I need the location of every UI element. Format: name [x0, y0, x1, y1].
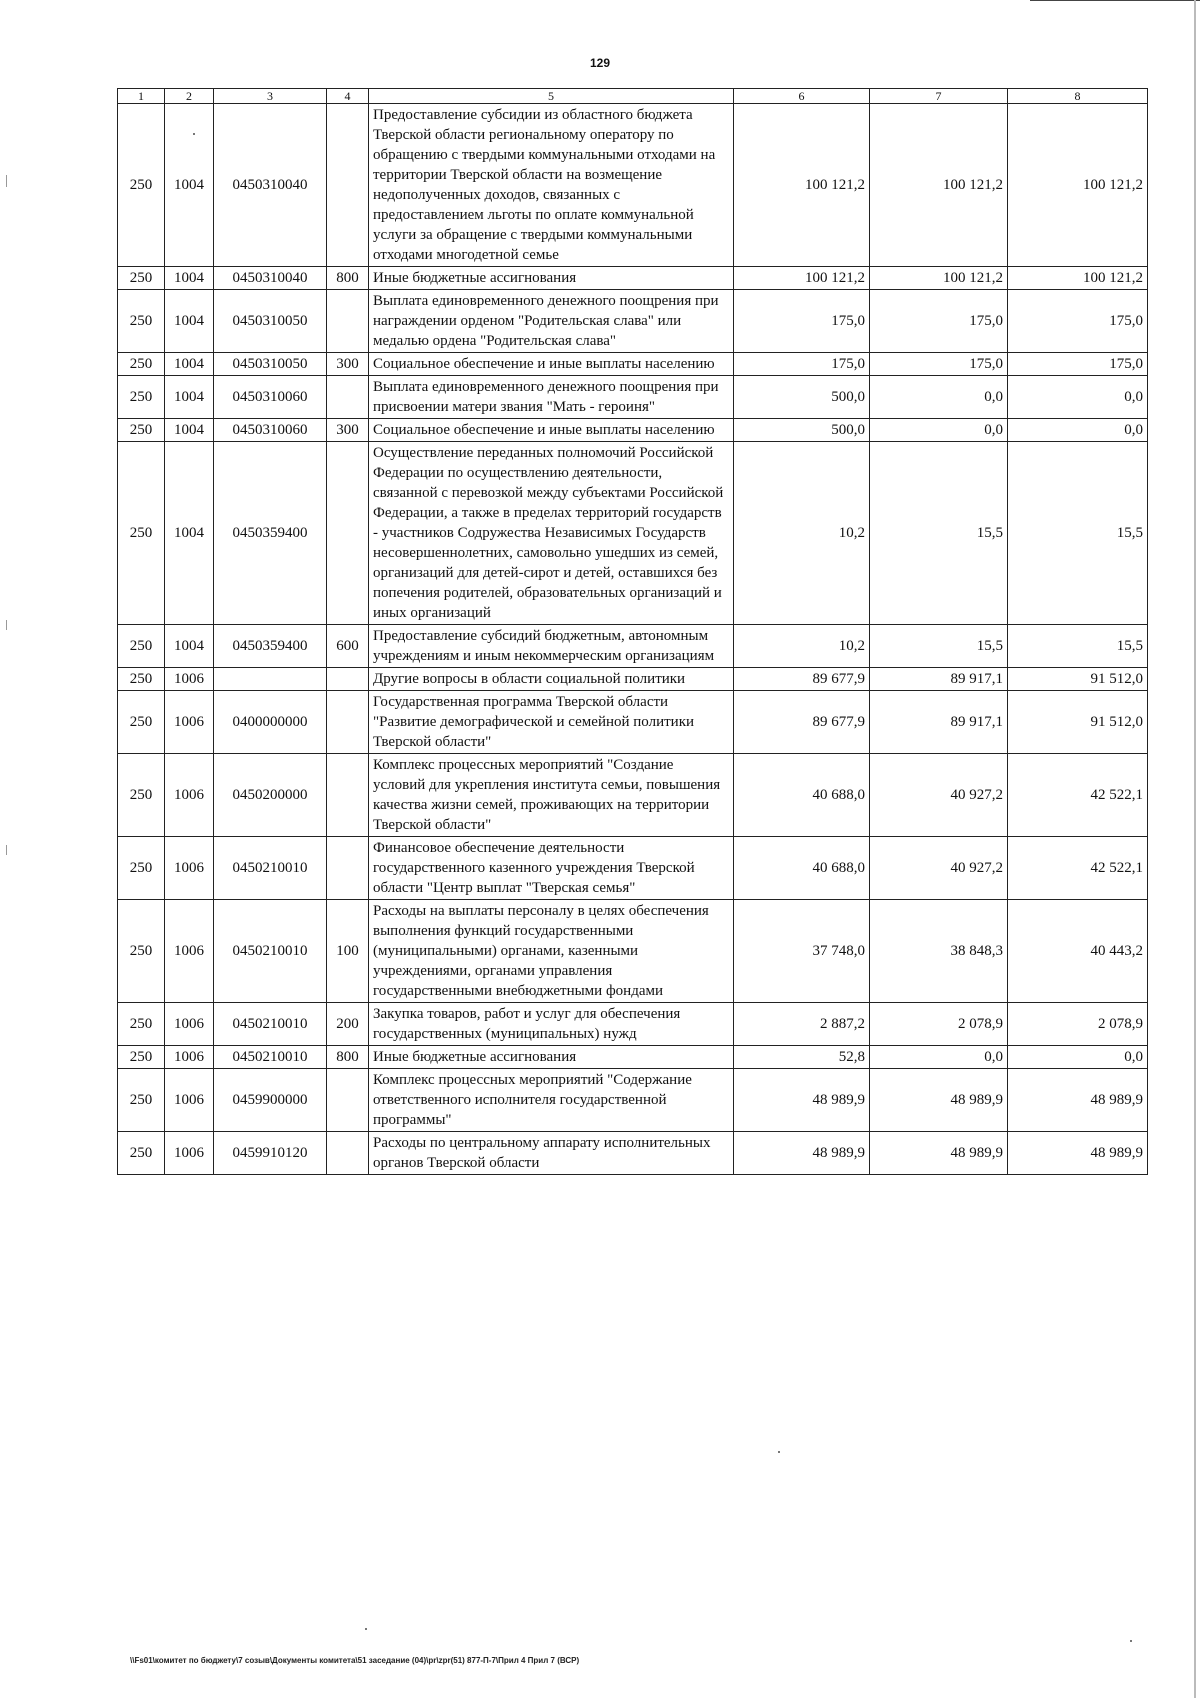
cell-description: Закупка товаров, работ и услуг для обеспечения государственных (муниципальных) нужд — [369, 1003, 734, 1046]
cell-amount-year3: 100 121,2 — [1008, 104, 1148, 267]
cell-amount-year1: 175,0 — [734, 290, 870, 353]
cell-amount-year2: 15,5 — [870, 442, 1008, 625]
cell-amount-year3: 91 512,0 — [1008, 691, 1148, 754]
cell-description: Другие вопросы в области социальной политики — [369, 668, 734, 691]
cell-description: Расходы по центральному аппарату исполнительных органов Тверской области — [369, 1132, 734, 1175]
cell-description: Иные бюджетные ассигнования — [369, 267, 734, 290]
scan-speck — [778, 1451, 780, 1453]
column-header-1: 1 — [118, 89, 165, 104]
cell-expense-type — [327, 290, 369, 353]
table-row — [118, 668, 1148, 691]
footer-file-path: \\Fs01\комитет по бюджету\7 созыв\Документы комитета\51 заседание (04)\pr\zpr(51) 877-П-7\Прил 4 Прил 7 (ВСР) — [130, 1656, 580, 1665]
scan-speck — [365, 1628, 367, 1630]
column-header-7: 7 — [870, 89, 1008, 104]
table-row — [118, 625, 1148, 668]
cell-amount-year1: 40 688,0 — [734, 754, 870, 837]
cell-description: Иные бюджетные ассигнования — [369, 1046, 734, 1069]
cell-expense-type — [327, 1069, 369, 1132]
table-row — [118, 691, 1148, 754]
table-row — [118, 419, 1148, 442]
cell-amount-year2: 38 848,3 — [870, 900, 1008, 1003]
cell-target-code: 0450210010 — [214, 837, 327, 900]
cell-section-code: 1006 — [165, 1003, 214, 1046]
cell-amount-year3: 15,5 — [1008, 442, 1148, 625]
cell-expense-type — [327, 1132, 369, 1175]
cell-description: Предоставление субсидий бюджетным, автономным учреждениям и иным некоммерческим организациям — [369, 625, 734, 668]
cell-expense-type — [327, 754, 369, 837]
cell-amount-year2: 0,0 — [870, 419, 1008, 442]
cell-amount-year3: 0,0 — [1008, 376, 1148, 419]
cell-amount-year2: 89 917,1 — [870, 691, 1008, 754]
cell-amount-year2: 40 927,2 — [870, 837, 1008, 900]
cell-amount-year3: 48 989,9 — [1008, 1069, 1148, 1132]
cell-amount-year3: 0,0 — [1008, 1046, 1148, 1069]
cell-amount-year2: 15,5 — [870, 625, 1008, 668]
cell-amount-year1: 500,0 — [734, 419, 870, 442]
table-row — [118, 290, 1148, 353]
cell-target-code: 0459900000 — [214, 1069, 327, 1132]
cell-expense-type: 300 — [327, 353, 369, 376]
cell-amount-year3: 42 522,1 — [1008, 754, 1148, 837]
cell-target-code: 0450310050 — [214, 290, 327, 353]
cell-section-code: 1006 — [165, 1046, 214, 1069]
cell-section-code: 1006 — [165, 691, 214, 754]
cell-admin-code: 250 — [118, 668, 165, 691]
cell-section-code: 1004 — [165, 625, 214, 668]
cell-amount-year1: 48 989,9 — [734, 1132, 870, 1175]
table-row — [118, 1132, 1148, 1175]
cell-amount-year1: 40 688,0 — [734, 837, 870, 900]
cell-amount-year3: 0,0 — [1008, 419, 1148, 442]
cell-description: Комплекс процессных мероприятий "Создание условий для укрепления института семьи, повышения качества жизни семей, проживающих на территории Тверской области" — [369, 754, 734, 837]
cell-amount-year1: 175,0 — [734, 353, 870, 376]
cell-amount-year1: 52,8 — [734, 1046, 870, 1069]
cell-amount-year1: 37 748,0 — [734, 900, 870, 1003]
cell-amount-year1: 100 121,2 — [734, 104, 870, 267]
cell-section-code: 1004 — [165, 353, 214, 376]
cell-admin-code: 250 — [118, 1069, 165, 1132]
cell-expense-type: 200 — [327, 1003, 369, 1046]
cell-section-code: 1006 — [165, 668, 214, 691]
cell-admin-code: 250 — [118, 442, 165, 625]
cell-admin-code: 250 — [118, 691, 165, 754]
table-row — [118, 353, 1148, 376]
cell-section-code: 1004 — [165, 267, 214, 290]
cell-section-code: 1006 — [165, 754, 214, 837]
table-row — [118, 442, 1148, 625]
cell-expense-type — [327, 668, 369, 691]
table-body — [118, 104, 1148, 1175]
cell-amount-year1: 500,0 — [734, 376, 870, 419]
cell-amount-year1: 2 887,2 — [734, 1003, 870, 1046]
cell-description: Предоставление субсидии из областного бюджета Тверской области региональному оператору по обращению с твердыми коммунальными отходами на территории Тверской области на возмещение недополученных доходов, связанных с предоставлением льготы по оплате коммунальной услуги за обращение с твердыми коммунальными отходами многодетной семье — [369, 104, 734, 267]
cell-target-code: 0450210010 — [214, 1003, 327, 1046]
cell-admin-code: 250 — [118, 376, 165, 419]
cell-target-code: 0400000000 — [214, 691, 327, 754]
column-header-8: 8 — [1008, 89, 1148, 104]
column-header-4: 4 — [327, 89, 369, 104]
cell-amount-year3: 100 121,2 — [1008, 267, 1148, 290]
cell-amount-year3: 40 443,2 — [1008, 900, 1148, 1003]
cell-amount-year1: 10,2 — [734, 625, 870, 668]
column-header-2: 2 — [165, 89, 214, 104]
cell-target-code — [214, 668, 327, 691]
top-edge-rule — [1030, 0, 1200, 1]
cell-amount-year2: 0,0 — [870, 1046, 1008, 1069]
cell-admin-code: 250 — [118, 267, 165, 290]
cell-amount-year3: 91 512,0 — [1008, 668, 1148, 691]
table-row — [118, 1003, 1148, 1046]
cell-section-code: 1004 — [165, 104, 214, 267]
cell-admin-code: 250 — [118, 1132, 165, 1175]
cell-description: Социальное обеспечение и иные выплаты населению — [369, 419, 734, 442]
cell-expense-type: 100 — [327, 900, 369, 1003]
cell-admin-code: 250 — [118, 900, 165, 1003]
cell-amount-year2: 89 917,1 — [870, 668, 1008, 691]
cell-description: Финансовое обеспечение деятельности государственного казенного учреждения Тверской области "Центр выплат "Тверская семья" — [369, 837, 734, 900]
cell-target-code: 0459910120 — [214, 1132, 327, 1175]
cell-expense-type — [327, 104, 369, 267]
table-row — [118, 900, 1148, 1003]
cell-admin-code: 250 — [118, 625, 165, 668]
cell-expense-type: 600 — [327, 625, 369, 668]
table-row — [118, 1046, 1148, 1069]
cell-amount-year1: 100 121,2 — [734, 267, 870, 290]
cell-description: Осуществление переданных полномочий Российской Федерации по осуществлению деятельности, связанной с перевозкой между субъектами Российской Федерации, а также в пределах территорий государств - участников Содружества Независимых Государств несовершеннолетних, самовольно ушедших из семей, организаций для детей-сирот и детей, оставшихся без попечения родителей, образовательных организаций и иных организаций — [369, 442, 734, 625]
cell-expense-type: 800 — [327, 267, 369, 290]
right-edge-rule — [1194, 0, 1196, 1698]
cell-target-code: 0450310060 — [214, 376, 327, 419]
table-row — [118, 104, 1148, 267]
budget-table — [117, 88, 1148, 1175]
cell-target-code: 0450310050 — [214, 353, 327, 376]
cell-amount-year3: 175,0 — [1008, 353, 1148, 376]
cell-description: Государственная программа Тверской области "Развитие демографической и семейной политики Тверской области" — [369, 691, 734, 754]
cell-section-code: 1006 — [165, 1069, 214, 1132]
cell-admin-code: 250 — [118, 754, 165, 837]
table-row — [118, 1069, 1148, 1132]
cell-admin-code: 250 — [118, 1003, 165, 1046]
cell-amount-year3: 15,5 — [1008, 625, 1148, 668]
cell-amount-year2: 0,0 — [870, 376, 1008, 419]
cell-admin-code: 250 — [118, 419, 165, 442]
cell-target-code: 0450310060 — [214, 419, 327, 442]
cell-section-code: 1006 — [165, 900, 214, 1003]
cell-target-code: 0450200000 — [214, 754, 327, 837]
cell-target-code: 0450310040 — [214, 267, 327, 290]
cell-amount-year2: 175,0 — [870, 353, 1008, 376]
table-header-row — [118, 89, 1148, 104]
left-scan-mark — [6, 620, 7, 630]
cell-description: Расходы на выплаты персоналу в целях обеспечения выполнения функций государственными (муниципальными) органами, казенными учреждениями, органами управления государственными внебюджетными фондами — [369, 900, 734, 1003]
cell-amount-year2: 48 989,9 — [870, 1132, 1008, 1175]
cell-expense-type — [327, 691, 369, 754]
cell-expense-type: 800 — [327, 1046, 369, 1069]
scan-speck — [1130, 1640, 1132, 1642]
cell-target-code: 0450359400 — [214, 442, 327, 625]
cell-admin-code: 250 — [118, 837, 165, 900]
cell-amount-year1: 89 677,9 — [734, 691, 870, 754]
cell-target-code: 0450210010 — [214, 900, 327, 1003]
table-row — [118, 376, 1148, 419]
cell-expense-type — [327, 442, 369, 625]
cell-expense-type — [327, 837, 369, 900]
cell-admin-code: 250 — [118, 104, 165, 267]
left-scan-mark — [6, 845, 7, 855]
cell-target-code: 0450359400 — [214, 625, 327, 668]
cell-amount-year3: 175,0 — [1008, 290, 1148, 353]
cell-target-code: 0450210010 — [214, 1046, 327, 1069]
cell-section-code: 1004 — [165, 419, 214, 442]
cell-amount-year3: 42 522,1 — [1008, 837, 1148, 900]
scan-speck — [193, 133, 195, 135]
cell-amount-year3: 2 078,9 — [1008, 1003, 1148, 1046]
cell-amount-year2: 175,0 — [870, 290, 1008, 353]
cell-section-code: 1006 — [165, 837, 214, 900]
column-header-5: 5 — [369, 89, 734, 104]
cell-amount-year1: 10,2 — [734, 442, 870, 625]
cell-description: Выплата единовременного денежного поощрения при присвоении матери звания "Мать - героиня" — [369, 376, 734, 419]
cell-admin-code: 250 — [118, 1046, 165, 1069]
column-header-3: 3 — [214, 89, 327, 104]
cell-section-code: 1006 — [165, 1132, 214, 1175]
page-number: 129 — [589, 56, 611, 70]
table-row — [118, 267, 1148, 290]
table-row — [118, 754, 1148, 837]
cell-section-code: 1004 — [165, 442, 214, 625]
cell-description: Социальное обеспечение и иные выплаты населению — [369, 353, 734, 376]
cell-amount-year2: 2 078,9 — [870, 1003, 1008, 1046]
cell-amount-year3: 48 989,9 — [1008, 1132, 1148, 1175]
cell-description: Комплекс процессных мероприятий "Содержание ответственного исполнителя государственной программы" — [369, 1069, 734, 1132]
cell-section-code: 1004 — [165, 290, 214, 353]
cell-amount-year1: 89 677,9 — [734, 668, 870, 691]
cell-expense-type — [327, 376, 369, 419]
cell-expense-type: 300 — [327, 419, 369, 442]
cell-target-code: 0450310040 — [214, 104, 327, 267]
cell-amount-year1: 48 989,9 — [734, 1069, 870, 1132]
cell-description: Выплата единовременного денежного поощрения при награждении орденом "Родительская слава" или медалью ордена "Родительская слава" — [369, 290, 734, 353]
column-header-6: 6 — [734, 89, 870, 104]
cell-section-code: 1004 — [165, 376, 214, 419]
cell-amount-year2: 100 121,2 — [870, 267, 1008, 290]
cell-amount-year2: 48 989,9 — [870, 1069, 1008, 1132]
table-row — [118, 837, 1148, 900]
left-scan-mark — [6, 175, 7, 187]
cell-amount-year2: 40 927,2 — [870, 754, 1008, 837]
cell-amount-year2: 100 121,2 — [870, 104, 1008, 267]
cell-admin-code: 250 — [118, 290, 165, 353]
cell-admin-code: 250 — [118, 353, 165, 376]
